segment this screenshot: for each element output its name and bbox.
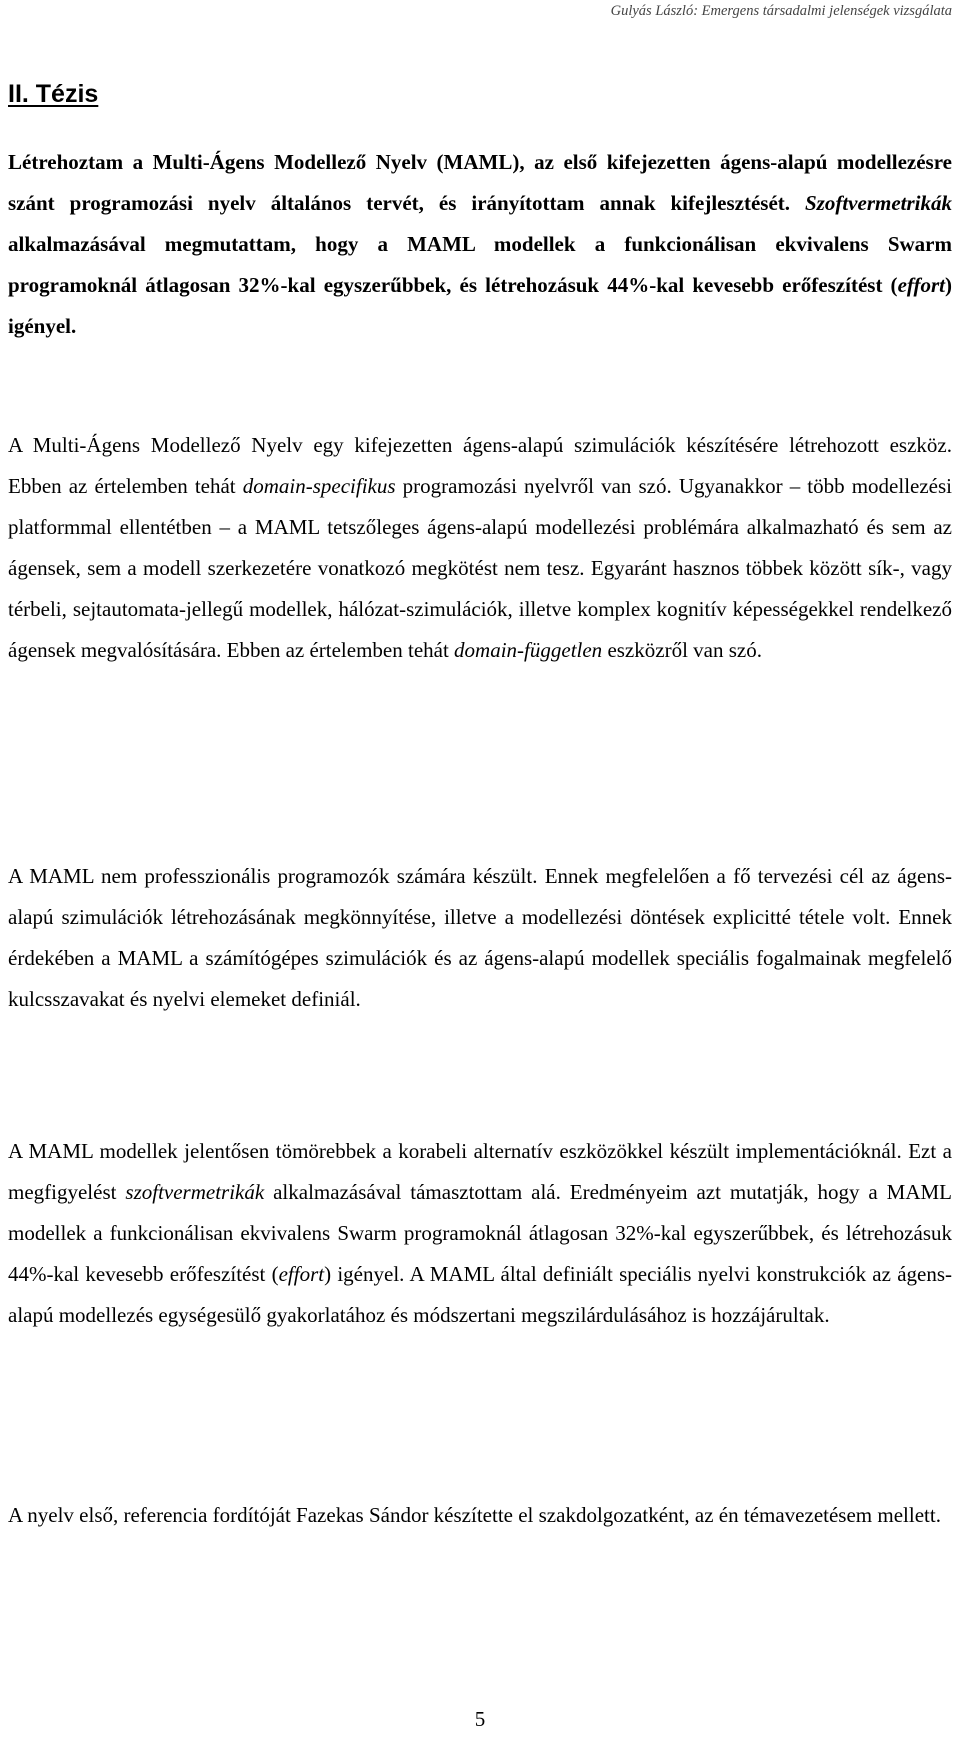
thesis-emphasis: Szoftvermetrikák [805, 191, 952, 215]
page-number: 5 [474, 1707, 486, 1731]
thesis-text: ) igényel. [8, 273, 952, 338]
running-header: Gulyás László: Emergens társadalmi jelenségek vizsgálata [610, 3, 952, 19]
paragraph-text: eszközről van szó. [602, 638, 762, 662]
body-paragraph-4: A nyelv első, referencia fordítóját Fazekas Sándor készítette el szakdolgozatként, az én témavezetésem mellett. [8, 1503, 941, 1527]
body-paragraph-2: A MAML nem professzionális programozók számára készült. Ennek megfelelően a fő tervezési cél az ágens-alapú szimulációk létrehozásának megkönnyítése, illetve a modellezési döntések explicitté tétele volt. Ennek érdekében a MAML a számítógépes szimulációk és az ágens-alapú modellek speciális fogalmainak megfelelő kulcsszavakat és nyelvi elemeket definiál. [8, 864, 952, 1011]
paragraph-emphasis: domain-specifikus [242, 474, 396, 498]
paragraph-text: ) igényel. A MAML által definiált speciális nyelvi konstrukciók az ágens-alapú modellezés egységesülő gyakorlatához és módszertani megszilárdulásához is hozzájárultak. [8, 1262, 952, 1327]
paragraph-emphasis: szoftvermetrikák [125, 1180, 265, 1204]
paragraph-emphasis: effort [278, 1262, 325, 1286]
paragraph-text: programozási nyelvről van szó. Ugyanakkor – több modellezési platformmal ellentétben – a MAML tetszőleges ágens-alapú modellezési problémára alkalmazható és sem az ágensek, sem a modell szerkezetére vonatkozó megkötést nem tesz. Egyaránt hasznos többek között sík-, vagy térbeli, sejtautomata-jellegű modellek, hálózat-szimulációk, illetve komplex kognitív képességekkel rendelkező ágensek megvalósítására. Ebben az értelemben tehát [8, 474, 952, 662]
body-paragraph-3 [8, 1131, 952, 1336]
thesis-statement [8, 142, 952, 347]
paragraph-text: alkalmazásával támasztottam alá. Eredményeim azt mutatják, hogy a MAML modellek a funkcionálisan ekvivalens Swarm programoknál átlagosan 32%-kal egyszerűbbek, és létrehozásuk 44%-kal kevesebb erőfeszítést ( [8, 1180, 952, 1286]
thesis-text: alkalmazásával megmutattam, hogy a MAML modellek a funkcionálisan ekvivalens Swarm programoknál átlagosan 32%-kal egyszerűbbek, és létrehozásuk 44%-kal kevesebb erőfeszítést ( [8, 232, 952, 297]
thesis-text: Létrehoztam a Multi-Ágens Modellező Nyelv (MAML), az első kifejezetten ágens-alapú modellezésre szánt programozási nyelv általános tervét, és irányítottam annak kifejlesztését. [8, 150, 952, 215]
paragraph-emphasis: domain-független [454, 638, 603, 662]
body-paragraph-1 [8, 425, 952, 671]
thesis-emphasis: effort [897, 273, 945, 297]
section-heading: II. Tézis [8, 80, 99, 108]
paragraph-text: A MAML modellek jelentősen tömörebbek a korabeli alternatív eszközökkel készült implementációknál. Ezt a megfigyelést [8, 1139, 952, 1204]
paragraph-text: A Multi-Ágens Modellező Nyelv egy kifejezetten ágens-alapú szimulációk készítésére létrehozott eszköz. Ebben az értelemben tehát [8, 433, 952, 498]
